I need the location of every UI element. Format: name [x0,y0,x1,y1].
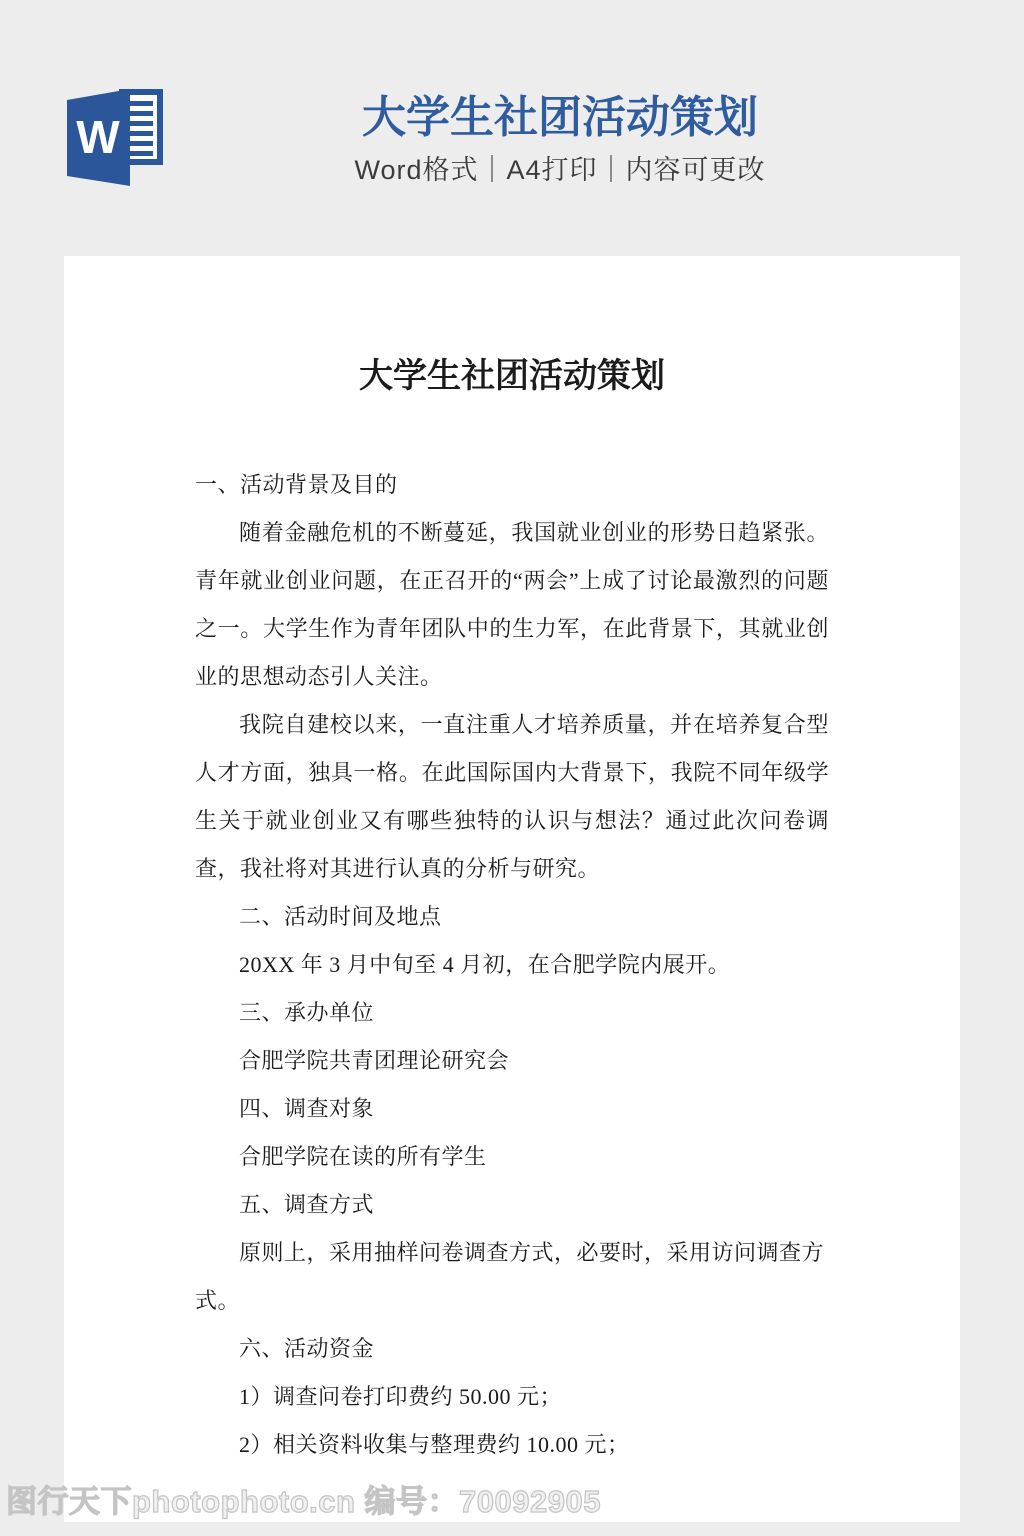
header-text [96,92,1024,186]
doc-line: 六、活动资金 [239,1336,375,1361]
doc-section-heading: 一、活动背景及目的 [195,472,398,497]
doc-line: 合肥学院共青团理论研究会 [239,1048,510,1073]
doc-paragraph: 随着金融危机的不断蔓延，我国就业创业的形势日趋紧张。青年就业创业问题，在正召开的“两会”上成了讨论最激烈的问题之一。大学生作为青年团队中的生力军，在此背景下，其就业创业的思想动态引人关注。 [195,520,829,689]
template-title: 大学生社团活动策划 [362,93,758,142]
document-body [195,461,829,1469]
doc-line: 20XX 年 3 月中旬至 4 月初，在合肥学院内展开。 [239,952,731,977]
watermark-text: 图行天下photophoto.cn 编号：70092905 [6,1484,601,1519]
doc-line: 三、承办单位 [239,1000,375,1025]
doc-line: 2）相关资料收集与整理费约 10.00 元； [239,1432,630,1457]
doc-paragraph: 我院自建校以来，一直注重人才培养质量，并在培养复合型人才方面，独具一格。在此国际国内大背景下，我院不同年级学生关于就业创业又有哪些独特的认识与想法？通过此次问卷调查，我社将对其进行认真的分析与研究。 [195,712,829,881]
svg-text:W: W [76,111,120,163]
doc-line: 1）调查问卷打印费约 50.00 元； [239,1384,563,1409]
template-subtitle: Word格式｜A4打印｜内容可更改 [354,155,766,185]
doc-line: 二、活动时间及地点 [239,904,442,929]
document-page [64,256,960,1522]
doc-line: 五、调查方式 [239,1192,375,1217]
doc-line: 合肥学院在读的所有学生 [239,1144,487,1169]
document-title: 大学生社团活动策划 [359,358,665,395]
doc-line: 原则上，采用抽样问卷调查方式，必要时，采用访问调查方式。 [195,1240,825,1313]
template-header [0,0,1024,256]
doc-line: 四、调查对象 [239,1096,375,1121]
